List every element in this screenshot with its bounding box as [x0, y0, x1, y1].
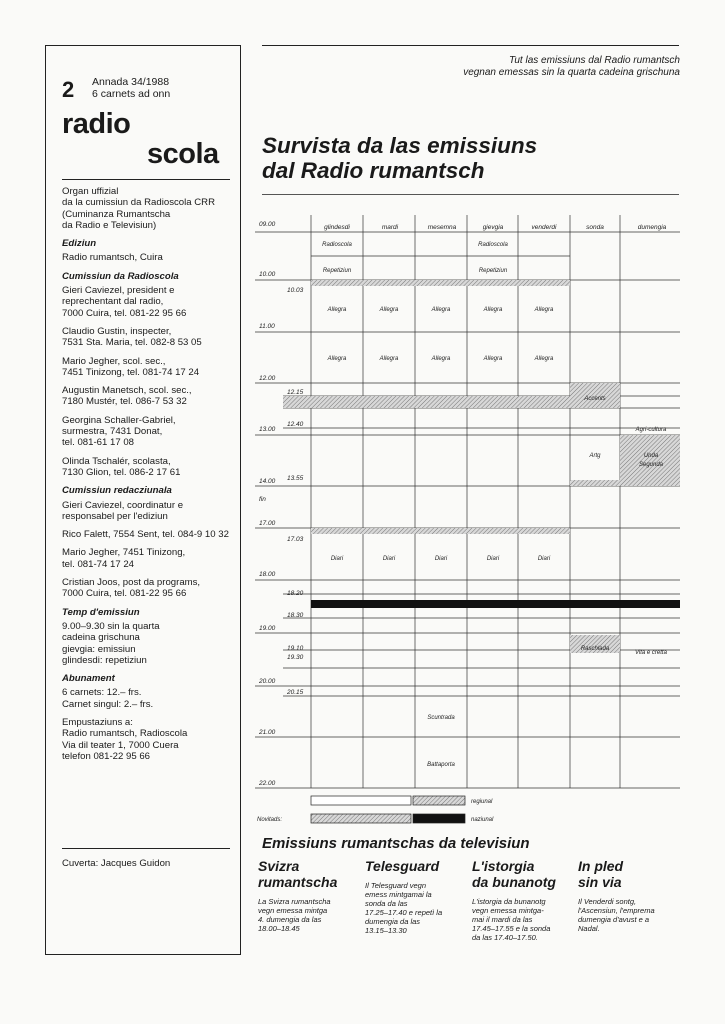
masthead-title-radio: radio [62, 108, 131, 140]
tv-column-heading: In pled sin via [578, 858, 624, 890]
regional-band [311, 528, 570, 534]
issue-year: Annada 34/1988 [92, 76, 170, 88]
editorial-member: Cristian Joos, post da programs, 7000 Cuira, tel. 081-22 95 66 [62, 577, 201, 600]
edition-text: Radio rumantsch, Cuira [62, 252, 163, 264]
program-allegra: Allegra [534, 356, 554, 362]
tv-column-text: Il Venderdi sontg, l'Ascensiun, l'emprema dumengia d'avust e a Nadal. [578, 897, 655, 933]
program-radioscola: Radioscola [322, 242, 352, 248]
minute-label: 12.40 [287, 421, 304, 428]
page-title [262, 133, 537, 183]
tv-section-title: Emissiuns rumantschas da televisiun [262, 835, 530, 852]
subscription-text: 6 carnets: 12.– frs. Carnet singul: 2.– frs. [62, 687, 154, 710]
program-battaporta: Battaporta [427, 762, 455, 768]
tv-column-heading: Svizra rumantscha [258, 858, 338, 890]
page-title-line2: dal Radio rumantsch [262, 158, 485, 183]
hour-label: 10.00 [259, 271, 276, 278]
tv-column-text: Il Telesguard vegn emess mintgamai la sonda da las 17.25–17.40 e repetì la dumengia da las 13.15–13.30 [365, 881, 443, 935]
committee-member: Georgina Schaller-Gabriel, surmestra, 7431 Donat, tel. 081-61 17 08 [62, 414, 176, 449]
program-allegra: Allegra [431, 356, 451, 362]
editorial-member: Gieri Caviezel, coordinatur e responsabel per l'ediziun [62, 499, 184, 522]
program-repetiziun: Repetiziun [322, 268, 352, 274]
hour-lines [255, 232, 680, 788]
issue-info [92, 76, 170, 100]
program-repetiziun: Repetiziun [478, 268, 508, 274]
program-diari: Diari [382, 556, 396, 562]
hour-label: 13.00 [259, 426, 276, 433]
program-accents: Accents [584, 396, 606, 402]
broadcast-schedule [255, 210, 685, 830]
editorial-heading: Cumissiun redaczіunala [62, 485, 172, 497]
program-vita-e-cretta: Vita e cretta [635, 650, 667, 656]
day-lines [311, 215, 620, 788]
intro-text: Organ uffizial da la cumissiun da Radioscola CRR (Cuminanza Rumantscha da Radio e Televisiun) [62, 186, 216, 231]
program-diari: Diari [330, 556, 344, 562]
legend-novelties: Novitads: [257, 817, 283, 823]
hour-label: 17.00 [259, 520, 276, 527]
hour-label: 20.00 [259, 678, 276, 685]
day-label: glindesdi [324, 224, 350, 231]
issue-number: 2 [62, 77, 75, 102]
header-note-text: Tut las emissiuns dal Radio rumantsch vegnan emessas sin la quarta cadeina grischuna [463, 55, 680, 78]
tv-column [472, 858, 572, 942]
minute-label: 18.20 [287, 590, 304, 597]
program-allegra: Allegra [483, 307, 503, 313]
day-label: sonda [586, 224, 604, 231]
masthead-info [62, 186, 234, 769]
committee-member: Mario Jegher, scol. sec., 7451 Tinizong, tel. 081-74 17 24 [62, 355, 200, 378]
legend-swatch-subregional [311, 796, 411, 805]
program-allegra: Allegra [534, 307, 554, 313]
committee-member: Claudio Gustin, inspecter, 7531 Sta. Maria, tel. 082-8 53 05 [62, 325, 202, 349]
program-agricultura: Agri-cultura [635, 427, 667, 433]
hour-label: 18.00 [259, 571, 276, 578]
title-rule [262, 194, 679, 195]
top-rule [262, 45, 679, 46]
issue-carnets: 6 carnets ad onn [92, 88, 171, 100]
hour-label: 19.00 [259, 625, 276, 632]
time-heading: Temp d'emissiun [62, 606, 140, 618]
legend-swatch-national [413, 814, 465, 823]
program-allegra: Allegra [327, 307, 347, 313]
committee-member: Augustin Manetsch, scol. sec., 7180 Mustér, tel. 086-7 53 32 [62, 385, 192, 408]
hour-label: 21.00 [259, 729, 276, 736]
minute-label: 19.30 [287, 654, 304, 661]
editorial-member: Rico Falett, 7554 Sent, tel. 084-9 10 32 [62, 529, 229, 541]
regional-band [283, 396, 620, 408]
tv-column [365, 858, 465, 935]
hour-label: fin [259, 496, 266, 503]
minute-label: 18.30 [287, 612, 304, 619]
national-band [311, 600, 680, 608]
program-allegra: Allegra [379, 356, 399, 362]
tv-column [258, 858, 358, 933]
program-unda: Segunda [638, 462, 664, 468]
program-allegra: Allegra [483, 356, 503, 362]
program-allegra: Allegra [327, 356, 347, 362]
divider [62, 179, 230, 180]
hour-label: 14.00 [259, 478, 276, 485]
program-diari: Diari [537, 556, 551, 562]
hour-label: 22.00 [259, 780, 276, 787]
committee-heading: Cumissiun da Radioscola [62, 270, 179, 282]
day-label: mesemna [427, 224, 457, 231]
legend-swatch-novelty-subregional [311, 814, 411, 823]
minute-label: 12.15 [287, 389, 304, 396]
hour-label: 11.00 [259, 323, 275, 330]
legend-label: regiunal [471, 799, 493, 805]
program-radioscola: Radioscola [478, 242, 508, 248]
day-label: gievgia [482, 224, 504, 231]
minute-label: 17.03 [287, 536, 304, 543]
tv-column [578, 858, 678, 933]
committee-member: Olinda Tschalér, scolasta, 7130 Glion, tel. 086-2 17 61 [62, 455, 181, 478]
minute-label: 10.03 [287, 287, 304, 294]
day-label: dumengia [637, 224, 667, 231]
legend-swatch-regional [413, 796, 465, 805]
page-title-line1: Survista da las emissiuns [262, 133, 538, 158]
minute-label: 19.10 [287, 645, 304, 652]
editorial-member: Mario Jegher, 7451 Tinizong, tel. 081-74 17 24 [62, 547, 186, 570]
masthead-title-scola: scola [147, 138, 219, 170]
regional-band [311, 280, 570, 286]
minute-label: 20.15 [287, 689, 304, 696]
program-artg: Artg [589, 453, 601, 459]
day-label: venderdi [531, 224, 557, 231]
day-label: mardi [381, 224, 399, 231]
header-note [380, 55, 680, 79]
time-text: 9.00–9.30 sin la quarta cadeina grischuna gievgia: emissiun glindesdi: repetiziun [62, 620, 160, 666]
program-allegra: Allegra [379, 307, 399, 313]
hour-label: 09.00 [259, 221, 276, 228]
minute-label: 13.55 [287, 475, 304, 482]
regional-band [620, 435, 680, 485]
program-scuntrada: Scuntrada [427, 715, 455, 721]
regional-band [570, 480, 680, 486]
program-raschlada: Raschlada [580, 646, 610, 652]
tv-column-text: L'istorgia da bunanotg vegn emessa mintga- mai il mardi da las 17.45–17.55 e la sonda da las 17.40–17.50. [472, 897, 551, 942]
tv-column-heading: L'istorgia da bunanotg [472, 858, 556, 890]
program-diari: Diari [434, 556, 448, 562]
legend-label: naziunal [471, 817, 494, 823]
schedule-grid [255, 210, 685, 830]
divider [62, 848, 230, 849]
edition-heading: Ediziun [62, 238, 97, 250]
tv-column-text: La Svizra rumantscha vegn emessa mintga 4. dumengia da las 18.00–18.45 [258, 897, 331, 933]
orders-text: Empustaziuns a: Radio rumantsch, Radioscola Via dil teater 1, 7000 Cuera telefon 081-22 95 66 [62, 716, 188, 762]
committee-member: Gieri Caviezel, president e reprechentant dal radio, 7000 Cuira, tel. 081-22 95 66 [62, 285, 187, 319]
hour-label: 12.00 [259, 375, 276, 382]
subscription-heading: Abunament [62, 673, 115, 685]
cover-credit: Cuverta: Jacques Guidon [62, 858, 171, 869]
tv-column-heading: Telesguard [365, 858, 440, 874]
program-unda: Unda [643, 453, 659, 459]
program-diari: Diari [486, 556, 500, 562]
program-allegra: Allegra [431, 307, 451, 313]
